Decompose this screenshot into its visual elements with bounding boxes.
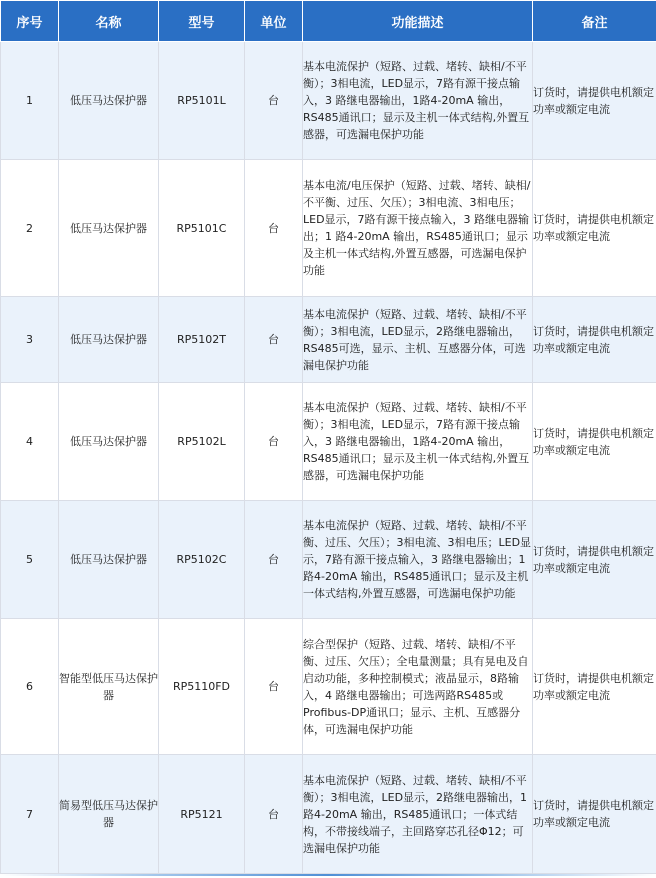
header-function: 功能描述 — [303, 1, 533, 42]
cell-unit: 台 — [245, 755, 303, 874]
cell-name: 简易型低压马达保护器 — [59, 755, 159, 874]
cell-function: 基本电流保护（短路、过载、堵转、缺相/不平衡）；3相电流，LED显示，7路有源干接点输入，3 路继电器输出，1路4-20mA 输出，RS485通讯口；显示及主机一体式结构,外置互感器，可选漏电保护功能 — [303, 383, 533, 501]
cell-name: 智能型低压马达保护器 — [59, 619, 159, 755]
cell-model: RP5101L — [159, 42, 245, 160]
cell-function: 基本电流保护（短路、过载、堵转、缺相/不平衡）；3相电流，LED显示，2路继电器输出，1路4-20mA 输出，RS485通讯口；一体式结构，不带接线端子，主回路穿芯孔径Φ12；可选漏电保护功能 — [303, 755, 533, 874]
cell-model: RP5102L — [159, 383, 245, 501]
cell-note: 订货时，请提供电机额定功率或额定电流 — [533, 619, 656, 755]
cell-unit: 台 — [245, 383, 303, 501]
cell-function: 综合型保护（短路、过载、堵转、缺相/不平衡、过压、欠压）；全电量测量；具有晃电及自启动功能，多种控制模式；液晶显示，8路输入，4 路继电器输出；可选两路RS485或Profibus-DP通讯口；显示、主机、互感器分体，可选漏电保护功能 — [303, 619, 533, 755]
cell-no: 3 — [1, 297, 59, 383]
bottom-divider — [0, 874, 656, 876]
cell-model: RP5102C — [159, 501, 245, 619]
cell-name: 低压马达保护器 — [59, 160, 159, 297]
header-note: 备注 — [533, 1, 656, 42]
cell-name: 低压马达保护器 — [59, 42, 159, 160]
table-row — [1, 160, 656, 297]
cell-function: 基本电流保护（短路、过载、堵转、缺相/不平衡）；3相电流，LED显示，2路继电器输出，RS485可选，显示、主机、互感器分体，可选漏电保护功能 — [303, 297, 533, 383]
cell-name: 低压马达保护器 — [59, 501, 159, 619]
cell-unit: 台 — [245, 297, 303, 383]
header-name: 名称 — [59, 1, 159, 42]
header-model: 型号 — [159, 1, 245, 42]
cell-note: 订货时，请提供电机额定功率或额定电流 — [533, 501, 656, 619]
cell-function: 基本电流保护（短路、过载、堵转、缺相/不平衡、过压、欠压）；3相电流、3相电压；LED显示，7路有源干接点输入，3 路继电器输出；1 路4-20mA 输出，RS485通讯口；显示及主机一体式结构,外置互感器，可选漏电保护功能 — [303, 501, 533, 619]
header-no: 序号 — [1, 1, 59, 42]
cell-unit: 台 — [245, 501, 303, 619]
cell-unit: 台 — [245, 619, 303, 755]
cell-no: 5 — [1, 501, 59, 619]
cell-model: RP5102T — [159, 297, 245, 383]
table-row — [1, 501, 656, 619]
cell-name: 低压马达保护器 — [59, 297, 159, 383]
cell-function: 基本电流/电压保护（短路、过载、堵转、缺相/不平衡、过压、欠压）；3相电流、3相电压；LED显示，7路有源干接点输入，3 路继电器输出；1 路4-20mA 输出，RS485通讯口；显示及主机一体式结构,外置互感器，可选漏电保护功能 — [303, 160, 533, 297]
table-row — [1, 755, 656, 874]
table-row — [1, 383, 656, 501]
cell-note: 订货时，请提供电机额定功率或额定电流 — [533, 297, 656, 383]
cell-note: 订货时，请提供电机额定功率或额定电流 — [533, 755, 656, 874]
cell-model: RP5110FD — [159, 619, 245, 755]
header-unit: 单位 — [245, 1, 303, 42]
cell-note: 订货时，请提供电机额定功率或额定电流 — [533, 383, 656, 501]
table-row — [1, 297, 656, 383]
cell-model: RP5121 — [159, 755, 245, 874]
cell-no: 6 — [1, 619, 59, 755]
cell-note: 订货时，请提供电机额定功率或额定电流 — [533, 160, 656, 297]
table-row — [1, 619, 656, 755]
cell-unit: 台 — [245, 42, 303, 160]
cell-function: 基本电流保护（短路、过载、堵转、缺相/不平衡）；3相电流，LED显示，7路有源干接点输入，3 路继电器输出，1路4-20mA 输出，RS485通讯口；显示及主机一体式结构,外置互感器，可选漏电保护功能 — [303, 42, 533, 160]
cell-model: RP5101C — [159, 160, 245, 297]
table-header-row — [1, 1, 656, 42]
cell-no: 1 — [1, 42, 59, 160]
cell-unit: 台 — [245, 160, 303, 297]
cell-no: 4 — [1, 383, 59, 501]
cell-no: 2 — [1, 160, 59, 297]
cell-no: 7 — [1, 755, 59, 874]
cell-note: 订货时，请提供电机额定功率或额定电流 — [533, 42, 656, 160]
cell-name: 低压马达保护器 — [59, 383, 159, 501]
table-row — [1, 42, 656, 160]
